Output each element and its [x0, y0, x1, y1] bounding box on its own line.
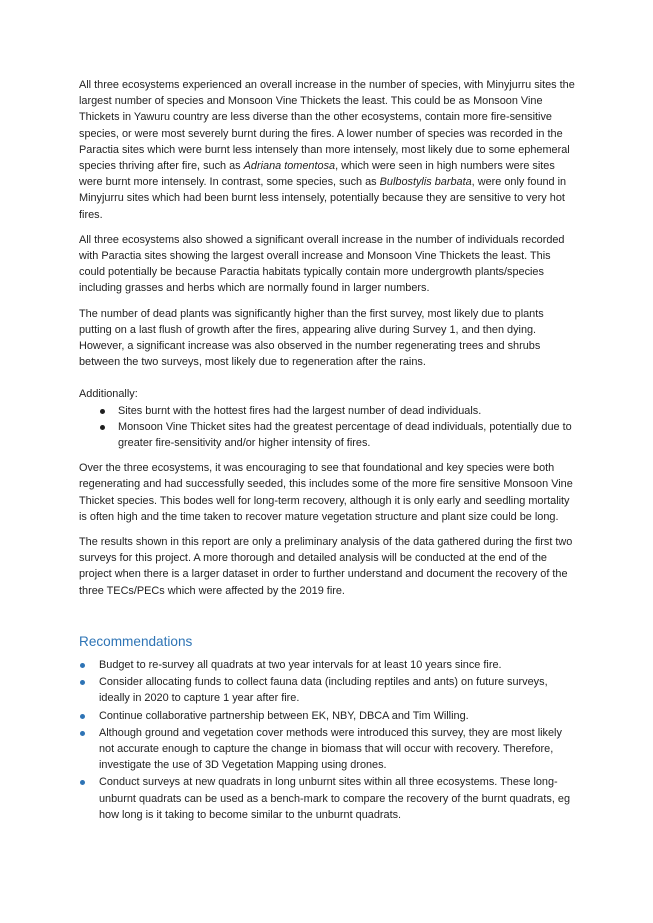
recommendation-text: Budget to re-survey all quadrats at two year intervals for at least 10 years since fire. [99, 658, 502, 671]
bullet-icon [80, 780, 85, 785]
bullet-icon [100, 409, 105, 414]
bullet-icon [80, 714, 85, 719]
recommendation-item [79, 774, 576, 823]
species-name-bulbostylis: Bulbostylis barbata [379, 176, 472, 189]
bullet-icon [80, 663, 85, 668]
bullet-icon [100, 425, 105, 430]
paragraph-preliminary-analysis: The results shown in this report are only a preliminary analysis of the data gathered during the first two surveys for this project. A more thorough and detailed analysis will be conducted at the end of the project when there is a larger dataset in order to further understand and document the recovery of the three TECs/PECs which were affected by the 2019 fire. [79, 536, 573, 597]
paragraph-species-text-2: , which were seen in high numbers were sites were burnt more intensely. In contrast, some species, such as [79, 160, 555, 189]
list-item-text: Sites burnt with the hottest fires had the largest number of dead individuals. [118, 404, 482, 417]
list-item [79, 419, 576, 451]
bullet-icon [80, 731, 85, 736]
paragraph-regeneration: Over the three ecosystems, it was encouraging to see that foundational and key species were both regenerating and had successfully seeded, this includes some of the more fire sensitive Monsoon Vine Thicket species. This bodes well for long-term recovery, although it is only early and seedling mortality is often high and the time taken to recover mature vegetation structure and plant size could be long. [79, 462, 573, 523]
paragraph-species-diversity [79, 77, 576, 223]
recommendation-text: Conduct surveys at new quadrats in long unburnt sites within all three ecosystems. These long-unburnt quadrats can be used as a bench-mark to compare the recovery of the burnt quadrats, eg how long is it taking to become similar to the unburnt quadrats. [99, 776, 570, 821]
recommendation-item [79, 708, 576, 724]
species-name-adriana: Adriana tomentosa [243, 160, 336, 173]
recommendations-heading: Recommendations [79, 633, 193, 649]
bullet-icon [80, 680, 85, 685]
paragraph-individuals: All three ecosystems also showed a significant overall increase in the number of individuals recorded with Paractia sites showing the largest overall increase and Monsoon Vine Thickets the least. This could potentially be because Paractia habitats typically contain more undergrowth plants/species including grasses and herbs which are normally found in larger numbers. [79, 233, 565, 295]
list-item-text: Monsoon Vine Thicket sites had the greatest percentage of dead individuals, potentially due to greater fire-sensitivity and/or higher intensity of fires. [118, 420, 572, 450]
recommendation-item [79, 674, 576, 706]
document-page [79, 77, 576, 824]
recommendation-item [79, 657, 576, 673]
recommendations-list [79, 657, 576, 823]
list-item [79, 403, 576, 419]
paragraph-species-text-3: , were only found in Minyjurru sites which had been burnt less intensely, potentially because they are sensitive to very hot fires. [79, 176, 567, 221]
paragraph-dead-plants: The number of dead plants was significantly higher than the first survey, most likely due to plants putting on a last flush of growth after the fires, appearing alive during Survey 1, and then dying. However, a significant increase was also observed in the number regenerating trees and shrubs between the two surveys, most likely due to regeneration after the rains. [79, 307, 544, 369]
recommendation-text: Continue collaborative partnership between EK, NBY, DBCA and Tim Willing. [99, 709, 469, 722]
recommendation-text: Consider allocating funds to collect fauna data (including reptiles and ants) on future surveys, ideally in 2020 to capture 1 year after fire. [99, 676, 548, 705]
recommendation-item [79, 725, 576, 774]
additionally-label: Additionally: [79, 388, 138, 401]
additional-findings-list [79, 403, 576, 452]
recommendation-text: Although ground and vegetation cover methods were introduced this survey, they are most likely not accurate enough to capture the change in biomass that will occur with recovery. Therefore, investigate the use of 3D Vegetation Mapping using drones. [99, 726, 562, 772]
paragraph-species-text-1: All three ecosystems experienced an overall increase in the number of species, with Minyjurru sites the largest number of species and Monsoon Vine Thickets the least. This could be as Monsoon Vine Thickets in Yawuru country are less diverse than the other ecosystems, contain more fire-sensitive species, or were most severely burnt during the fires. A lower number of species was recorded in the Paractia sites which were burnt less intensely than more intensely, most likely due to some ephemeral species thriving after fire, such as [79, 79, 575, 173]
